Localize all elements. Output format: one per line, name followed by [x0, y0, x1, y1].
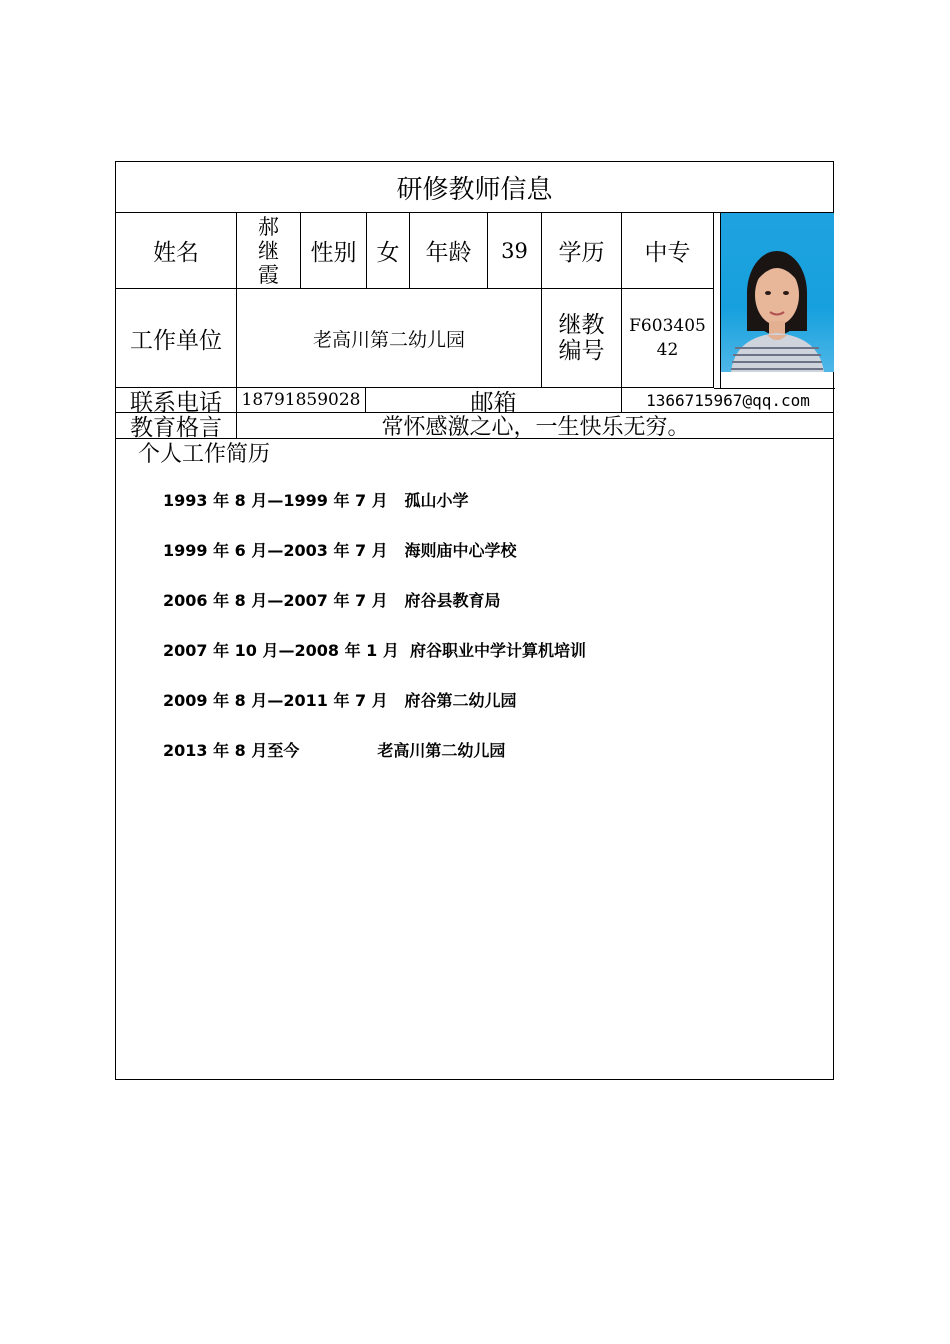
- name-char: 郝: [258, 214, 279, 239]
- name-char: 霞: [258, 262, 279, 287]
- email-label: 邮箱: [366, 388, 622, 413]
- teacher-info-form: [115, 161, 834, 1080]
- cont-edu-no-value: [622, 289, 714, 388]
- name-value: [237, 213, 301, 289]
- education-label: 学历: [542, 213, 622, 289]
- cont-edu-no-line2: 42: [656, 340, 679, 360]
- resume-item: 2009 年 8 月—2011 年 7 月 府谷第二幼儿园: [163, 691, 517, 710]
- work-unit-label: 工作单位: [116, 289, 237, 388]
- motto-label: 教育格言: [116, 413, 237, 439]
- gender-value: 女: [367, 213, 410, 289]
- resume-title: 个人工作简历: [138, 442, 271, 467]
- resume-list: [163, 490, 586, 790]
- cont-edu-no-label: [542, 289, 622, 388]
- cont-edu-no-label-line1: 继教: [558, 312, 605, 338]
- age-label: 年龄: [410, 213, 488, 289]
- motto-value: 常怀感激之心，一生快乐无穷。: [237, 413, 834, 439]
- portrait-photo-icon: [721, 213, 834, 372]
- phone-label: 联系电话: [116, 388, 237, 413]
- portrait-photo: [721, 213, 834, 372]
- cont-edu-no-label-line2: 编号: [558, 338, 605, 364]
- resume-item: 1999 年 6 月—2003 年 7 月 海则庙中心学校: [163, 541, 517, 560]
- age-value: 39: [488, 213, 542, 289]
- work-unit-value: 老高川第二幼儿园: [237, 289, 542, 388]
- name-label: 姓名: [116, 213, 237, 289]
- resume-item: 2007 年 10 月—2008 年 1 月 府谷职业中学计算机培训: [163, 641, 587, 660]
- resume-item: 2006 年 8 月—2007 年 7 月 府谷县教育局: [163, 591, 501, 610]
- phone-value: 18791859028: [237, 388, 366, 413]
- email-value: 1366715967@qq.com: [622, 388, 834, 413]
- education-value: 中专: [622, 213, 714, 289]
- form-title: 研修教师信息: [116, 162, 833, 213]
- resume-item: 1993 年 8 月—1999 年 7 月 孤山小学: [163, 491, 469, 510]
- gender-label: 性别: [301, 213, 367, 289]
- name-char: 继: [258, 238, 279, 263]
- cont-edu-no-line1: F603405: [629, 316, 706, 336]
- resume-item: 2013 年 8 月至今 老高川第二幼儿园: [163, 741, 506, 760]
- photo-spacer: [714, 213, 721, 388]
